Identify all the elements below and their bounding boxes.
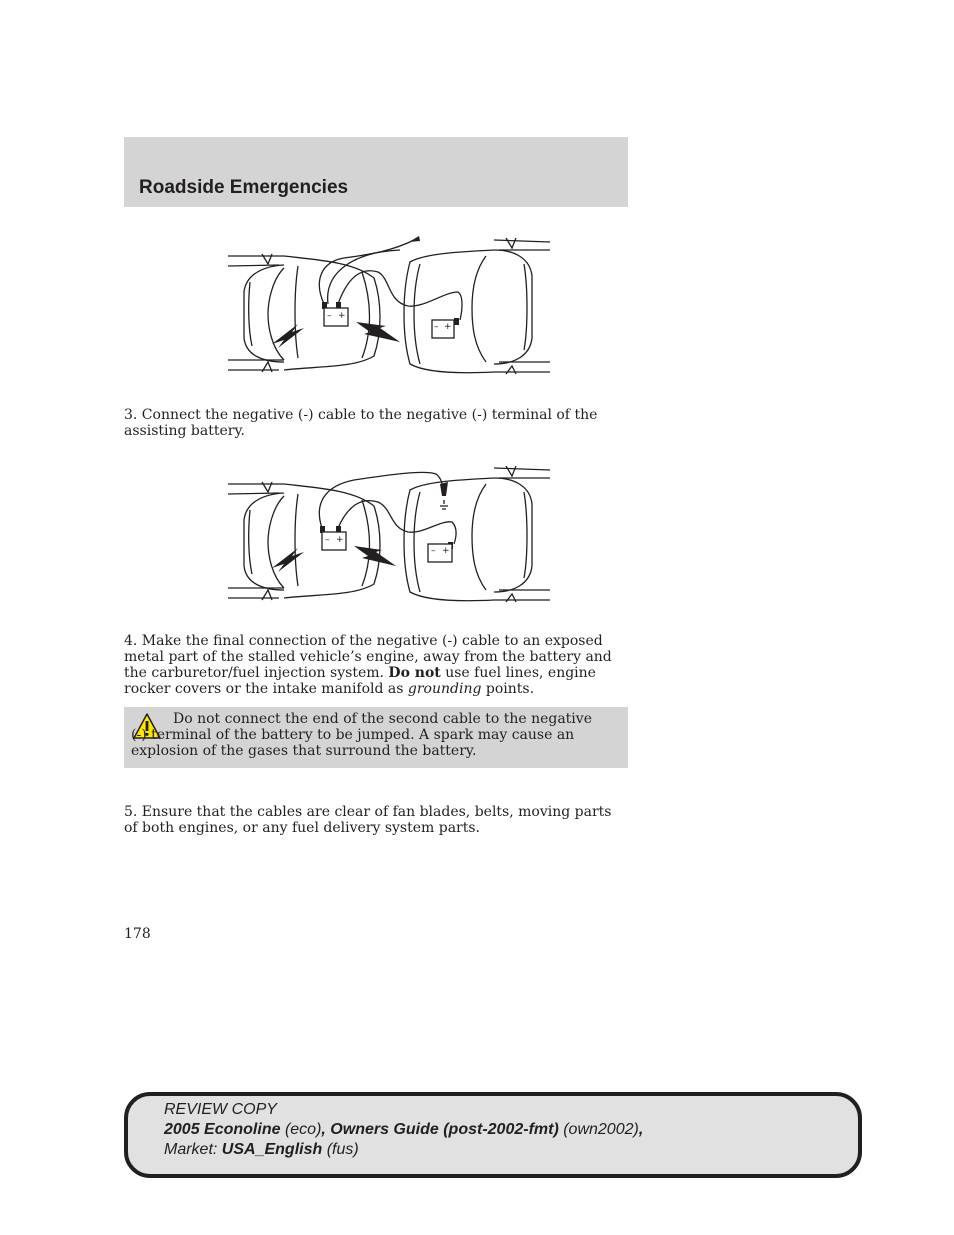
battery-plus-label: + bbox=[442, 546, 450, 556]
jump-start-diagram-step3 bbox=[224, 232, 554, 392]
section-title: Roadside Emergencies bbox=[139, 177, 349, 198]
battery-plus-label: + bbox=[338, 311, 346, 321]
footer-text: REVIEW COPY 2005 Econoline (eco), Owners Guide (post-2002-fmt) (own2002), Market: USA_English (fus) bbox=[164, 1101, 644, 1158]
battery-minus-label: – bbox=[431, 546, 436, 556]
jump-start-diagram-step4 bbox=[224, 460, 554, 620]
spark-icon bbox=[272, 324, 304, 348]
grounding-emphasis: grounding bbox=[407, 681, 482, 697]
step-5-text: 5. Ensure that the cables are clear of fan blades, belts, moving parts of both engines, or any fuel delivery system parts. bbox=[124, 804, 612, 836]
footer-review-copy: REVIEW COPY bbox=[164, 1101, 277, 1118]
spark-icon bbox=[354, 546, 396, 566]
battery-minus-label: – bbox=[325, 535, 330, 545]
battery-plus-label: + bbox=[336, 535, 344, 545]
footer-market: USA_English bbox=[221, 1141, 323, 1158]
battery-plus-label: + bbox=[444, 322, 452, 332]
section-header-band bbox=[124, 137, 628, 207]
warning-text: Do not connect the end of the second cable to the negative (-) terminal of the battery to be jumped. A spark may cause an explosion of the gases that surround the battery. bbox=[131, 711, 592, 759]
spark-icon bbox=[272, 548, 304, 572]
battery-minus-label: – bbox=[434, 322, 439, 332]
footer-guide: Owners Guide (post-2002-fmt) bbox=[330, 1121, 559, 1138]
step-4-text: 4. Make the final connection of the negative (-) cable to an exposed metal part of the stalled vehicle’s engine, away from the battery and the carburetor/fuel injection system. Do not use fuel lines, engine rocker covers or the intake manifold as grounding points. bbox=[124, 633, 612, 697]
warning-box bbox=[124, 707, 628, 768]
review-copy-footer bbox=[124, 1092, 862, 1178]
step-3-text: 3. Connect the negative (-) cable to the negative (-) terminal of the assisting battery. bbox=[124, 407, 598, 439]
do-not-emphasis: Do not bbox=[388, 665, 441, 681]
page-number: 178 bbox=[124, 926, 151, 942]
footer-model: 2005 Econoline bbox=[164, 1121, 281, 1138]
battery-minus-label: – bbox=[327, 311, 332, 321]
